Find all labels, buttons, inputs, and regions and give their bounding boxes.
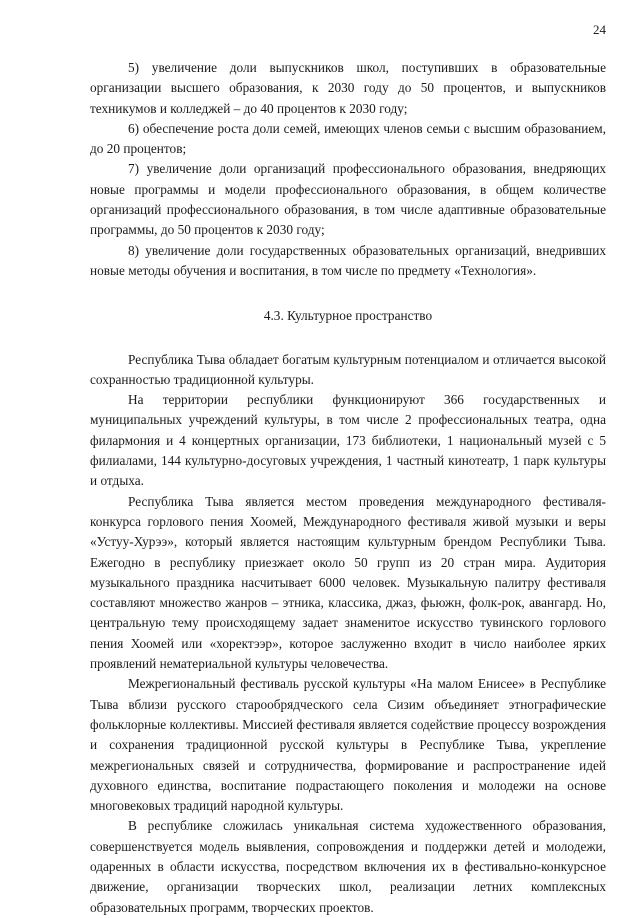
paragraph: Республика Тыва обладает богатым культурным потенциалом и отличается высокой сохранностью традиционной культуры.: [90, 351, 606, 387]
section-heading: 4.3. Культурное пространство: [263, 308, 433, 324]
page-number: 24: [593, 22, 606, 37]
paragraph: Межрегиональный фестиваль русской культуры «На малом Енисее» в Республике Тыва вблизи русского старообрядческого села Сизим объединяет этнографические фольклорные коллективы. Миссией фестиваля является содействие процессу возрождения и сохранения традиционной русской культуры в Республике Тыва, укрепление межрегиональных связей и сотрудничества, формирование и распространение идей духовного единства, воспитание подрастающего поколения и молодежи на основе многовековых традиций народной культуры.: [90, 676, 606, 814]
paragraph: На территории республики функционируют 366 государственных и муниципальных учреждений культуры, в том числе 2 профессиональных театра, одна филармония и 4 концертных организации, 173 библиотеки, 1 национальный музей с 5 филиалами, 144 культурно-досуговых учреждения, 1 частный кинотеатр, 1 парк культуры и отдыха.: [90, 392, 606, 489]
paragraph: Республика Тыва является местом проведения международного фестиваля-конкурса горлового пения Хоомей, Международного фестиваля живой музыки и веры «Устуу-Хурээ», который является настоящим культурным брендом Республики Тыва. Ежегодно в республику приезжает около 50 групп из 20 стран мира. Аудитория музыкального праздника насчитывает 6000 человек. Музыкальную палитру фестиваля составляют множество жанров – этника, классика, джаз, фьюжн, фолк-рок, авангард. Но, центральную тему происходящему задает знаменитое искусство тувинского горлового пения Хоомей или «хоректээр», которое заслуженно входит в число наиболее ярких проявлений нематериальной культуры человечества.: [90, 493, 606, 672]
section-spacer: [90, 281, 606, 295]
paragraph: В республике сложилась уникальная система художественного образования, совершенствуется модель выявления, сопровождения и поддержки детей и молодежи, одаренных в области искусства, посредством включения их в фестивально-конкурсное движение, организации творческих школ, реализации летних комплексных образовательных программ, творческих проектов.: [90, 818, 606, 915]
list-item: 5) увеличение доли выпускников школ, поступивших в образовательные организации высшего образования, к 2030 году до 50 процентов, и выпускников техникумов и колледжей – до 40 процентов к 2030 году;: [90, 60, 606, 116]
section-spacer: [90, 336, 606, 350]
list-item: 6) обеспечение роста доли семей, имеющих членов семьи с высшим образованием, до 20 процентов;: [90, 120, 606, 157]
list-item: 8) увеличение доли государственных образовательных организаций, внедривших новые методы обучения и воспитания, в том числе по предмету «Технология».: [90, 242, 606, 278]
page-content: [90, 58, 606, 918]
list-item: 7) увеличение доли организаций профессионального образования, внедряющих новые программы и модели профессионального образования, в общем количестве организаций профессионального образования, в том числе адаптивные образовательные программы, до 50 процентов к 2030 году;: [90, 161, 606, 238]
